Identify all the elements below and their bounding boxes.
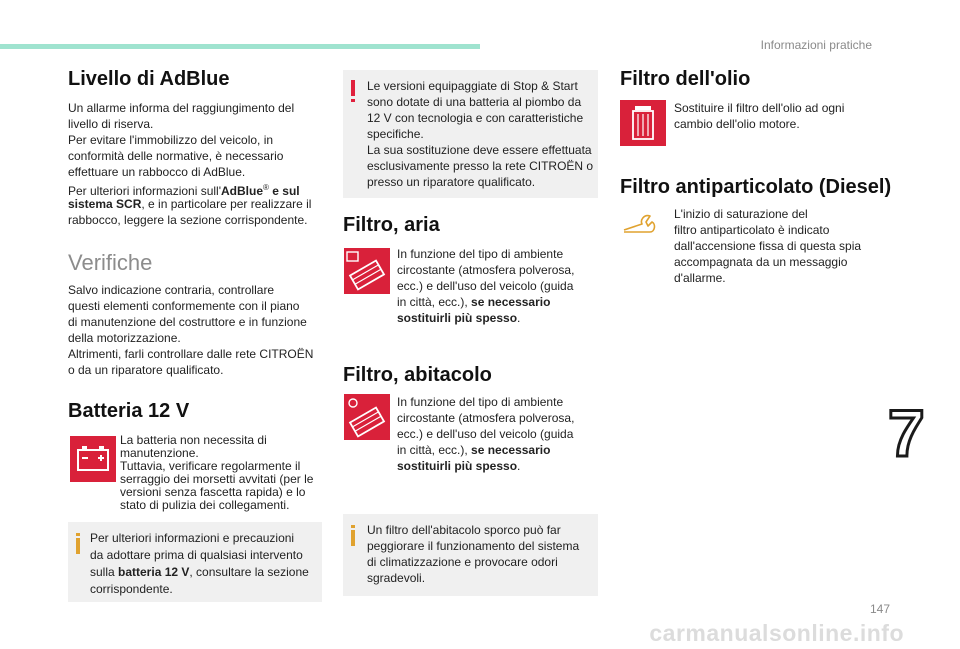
header-accent-bar — [0, 44, 480, 49]
dpf-warning-lamp-icon — [622, 210, 664, 243]
verifiche-title: Verifiche — [68, 250, 153, 275]
cabin-filter-icon — [344, 394, 390, 440]
page-number: 147 — [870, 602, 891, 616]
cabin-filter-info-box: Un filtro dell'abitacolo sporco può far peggiorare il funzionamento del sistema di climatizzazione e provocare odori sgradevoli. — [343, 514, 598, 596]
adblue-title: Livello di AdBlue — [68, 68, 230, 90]
chapter-number: 7 — [888, 396, 925, 470]
oil-filter-icon — [620, 100, 666, 146]
dpf-title: Filtro antiparticolato (Diesel) — [620, 176, 892, 198]
air-filter-title: Filtro, aria — [343, 214, 440, 236]
info-icon — [76, 538, 80, 554]
stop-start-warning-box: Le versioni equipaggiate di Stop & Start sono dotate di una batteria al piombo da 12 V con tecnologia e con caratteristiche specifiche. La sua sostituzione deve essere effettuata esclusivamente presso la rete CITROËN o presso un riparatore qualificato. — [343, 70, 598, 198]
battery-icon — [70, 436, 116, 482]
info-icon — [351, 530, 355, 546]
battery-title: Batteria 12 V — [68, 400, 190, 422]
warning-icon — [351, 80, 355, 96]
cabin-filter-title: Filtro, abitacolo — [343, 364, 492, 386]
battery-info-box: Per ulteriori informazioni e precauzioni da adottare prima di qualsiasi intervento sulla batteria 12 V, consultare la sezione corrispondente. — [68, 522, 322, 602]
chapter-header-title: Informazioni pratiche — [760, 38, 872, 52]
oil-filter-title: Filtro dell'olio — [620, 68, 751, 90]
watermark: carmanualsonline.info — [649, 620, 904, 646]
air-filter-icon — [344, 248, 390, 294]
